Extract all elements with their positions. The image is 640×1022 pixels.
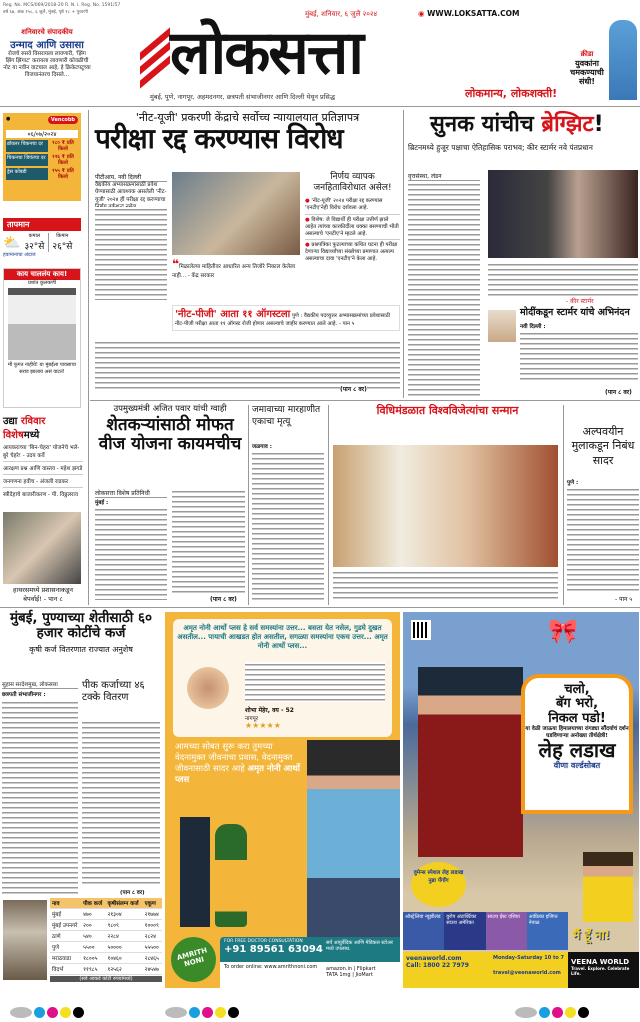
lead-intro: वैद्यकीय अभ्यासक्रमांसाठी प्रवेश घेण्यासाठी आवश्यक असलेली 'नीट-यूजी' २०२४ ही परीक्षा रद्द करण्याचा — [95, 182, 167, 203]
editorial-teaser[interactable] — [3, 28, 91, 80]
farm-dateline: छत्रपती संभाजीनगर : — [2, 692, 46, 698]
farm-header — [2, 611, 160, 655]
table-cell: ५५०० — [81, 942, 105, 953]
table-cell: ५४० — [81, 931, 105, 942]
lead-header — [95, 111, 400, 155]
office-hours: Monday-Saturday 10 to 7 — [493, 955, 565, 961]
weather-title: तापमान — [3, 218, 81, 231]
lead-headline[interactable]: परीक्षा रद्द करण्यास विरोध — [95, 122, 343, 156]
farm-headline[interactable]: मुंबई, पुण्याच्या शेतीसाठी ६० हजार कोटींचे कर्ज — [9, 610, 153, 641]
table-cell: १८००५ — [81, 953, 105, 964]
table-cell: पुणे — [50, 942, 81, 953]
special-item[interactable]: जनगणना हवीच - अंजली राडकर — [3, 475, 83, 488]
table-cell: ठाणे — [50, 931, 81, 942]
color-registration-marks — [10, 1003, 86, 1022]
table-row — [50, 920, 162, 931]
table-cell: २८४६५ — [143, 953, 162, 964]
section-divider — [0, 607, 640, 608]
felicitation-photo — [333, 445, 558, 567]
destination: लेह लडाख — [538, 738, 616, 763]
cartoon-artist: प्रशांत कुलकर्णी — [28, 280, 56, 286]
product-box — [180, 817, 210, 927]
felicitation-title: विधिमंडळात विश्वविजेत्यांचा सन्मान — [376, 404, 519, 417]
table-cell: ९८०९ — [105, 920, 142, 931]
testimonial-text — [245, 662, 385, 702]
column-divider — [403, 110, 404, 398]
newspaper-logo[interactable]: लोकसत्ता — [170, 18, 362, 88]
ajit-body-col1 — [95, 507, 167, 600]
amrith-noni-ad[interactable] — [165, 612, 400, 988]
color-registration-marks — [515, 1003, 591, 1022]
table-cell: २१७७४ — [143, 909, 162, 920]
column-divider — [248, 405, 249, 605]
farm-body-col1 — [2, 700, 78, 897]
column-divider — [88, 110, 89, 605]
brand-logo: Vencobb — [48, 116, 78, 124]
teaser-kicker: शनिवारचे संपादकीय — [21, 28, 73, 36]
special-item[interactable]: आरक्षण प्रश्न आणि वास्तव - महेश झगडे — [3, 462, 83, 475]
lead-kicker: 'नीट-यूजी' प्रकरणी केंद्राचे सर्वोच्च न्यायालयात प्रतिज्ञापत्र — [135, 111, 360, 124]
lead-byline: पीटीआय, नवी दिल्ली — [95, 173, 167, 182]
price-row: ड्रेस कोंबडी १५५ ₹ प्रति किलो — [7, 168, 74, 180]
lead-body-text — [95, 207, 167, 300]
lead-side-title: निर्णय व्यापक जनहिताविरोधात असेल! — [313, 172, 392, 193]
price-row: चिकनचा जिवंतचा दर १२६ ₹ प्रति किलो — [7, 154, 74, 166]
gift-tag: चलो, बॅग भरो, निकल पडो! या वेळी जाऊया हिमालयाच्या रांगड्या सौंदर्याचं दर्शन घडविणाऱ्या अनोख्या तीर्थक्षेत्री! लेह लडाख वीणा वर्ल्डसोबत — [521, 674, 633, 814]
cartoon-title: काय चाललंय काय! — [4, 269, 80, 280]
uk-subhead: ब्रिटनमध्ये हुजूर पक्षाचा ऐतिहासिक पराभव; कीर स्टार्मर नवे पंतप्रधान — [408, 143, 593, 152]
farm-body-col2 — [82, 720, 160, 885]
modi-dateline: नवी दिल्ली : — [520, 324, 546, 330]
tour-tile[interactable]: युरोप अंटार्क्टिका साउथ अमेरिका — [444, 912, 485, 950]
teaser-title: युवकांना चमकण्याची संधी! — [570, 59, 604, 87]
starmer-photo — [488, 170, 638, 258]
ad-headline: अमृत नोनी आर्थो प्लस हे सर्व समस्यांना उत्तर... बसता येत नसेल, गुडघे दुखत असतील... पायाची आखडत होत असतील, सगळ्या समस्यांना एकच उत्तर... अमृत नोनी आर्थो प्लस... — [177, 624, 388, 651]
hathras-photo — [3, 512, 81, 584]
special-item[interactable]: आयकराच्या 'बिन-चेहरा' योजनेचे भले-बुरे चेहरे! - उदय कर्वे — [3, 441, 83, 462]
mascot-photo — [583, 852, 633, 922]
mascot-slogan: मैं हूँ ना! — [573, 928, 611, 942]
qr-code[interactable] — [411, 620, 431, 640]
table-row — [50, 909, 162, 920]
column-divider — [328, 405, 329, 605]
quote-icon: ❝ — [172, 257, 180, 271]
issue-info: वर्ष ६७, अंक १५८, ६ जुलै, मुंबई, पृष्ठे १८ + पुरवणी — [3, 10, 88, 15]
table-cell: ४७० — [81, 909, 105, 920]
starmer-quote — [488, 262, 638, 296]
ad-pitch: आमच्या सोबत सुरू करा तुमच्या वेदनामुक्त जीवनाचा प्रवास, वेदनामुक्त जीवनासाठी सादर आहे अमृत नोनी आर्थो प्लस — [175, 742, 300, 786]
lead-side-points: ● 'नीट-यूजी' २०२४ परीक्षा रद्द करण्यास 'एनटीए'नेही विरोध दर्शवला आहे. ● विशेष: जे विद्यार्थी ही परीक्षा उत्तीर्ण झाले आहेत त्यांच्या कारकीर्दीला धक्का बसण्याची भीती असल्याचे 'एनटीए'ने म्हटले आहे. ● प्रश्नपत्रिका फुटल्याच्या कथित घटना ही परीक्षा देणाऱ्या विद्यार्थ्यांच्या संख्येच्या प्रमाणात अत्यल्प असल्याचा दावा 'एनटीए'ने केला आहे. — [305, 198, 399, 263]
consult-bar[interactable]: FOR FREE DOCTOR CONSULTATION +91 89561 63094 सर्व आयुर्वेदिक आणि मेडिकल स्टोअर मध्ये उपलब्ध. — [220, 937, 400, 962]
sports-teaser[interactable] — [565, 20, 637, 100]
loan-table: नाव पीक कर्ज कृषीसंलग्न कर्ज एकूण मुंबई ४७० २१३०४ २१७७४ मुंबई उपनगरे २०० ९८०९ १०००९ ठाणे ५४० २२८४ २८२४ पुणे ५५०० ५०००० ५५५०० मराठवाडा १८००५ १०४६० २८४६५ विदर्भ ११९८५ १२५६२ २४५४७ — [50, 898, 162, 975]
cloud-sun-icon: ⛅ — [3, 234, 21, 251]
table-cell: मराठवाडा — [50, 953, 81, 964]
tour-tile[interactable]: साउथ ईस्ट एशिया — [486, 912, 527, 950]
brand-logo: AMRITH NONI — [166, 932, 221, 987]
farm-byline: सुहास सरदेशमुख, लोकसत्ता — [2, 680, 78, 689]
tagline: लोकमान्य, लोकशक्ती! — [465, 87, 558, 100]
table-cell: ११९८५ — [81, 964, 105, 975]
max-temp: ३२°से — [24, 242, 45, 252]
bullock-photo — [3, 900, 47, 980]
mob-dateline: जळगाव : — [252, 444, 272, 450]
email-link[interactable]: travel@veenaworld.com — [493, 970, 561, 976]
ajit-kicker: उपमुख्यमंत्री अजित पवार यांची ग्वाही — [113, 404, 227, 414]
table-row — [50, 942, 162, 953]
order-link[interactable]: To order online: www.amrithnoni.com — [224, 964, 318, 970]
loan-table-block — [50, 898, 162, 982]
cartoon-caption: मी फुगत नाहीये! या मुंबईला पावसाचा सराव झालाय असं वाटतं! — [8, 362, 76, 375]
cartoon-drawing — [8, 288, 76, 360]
neet-pg-box[interactable]: 'नीट-पीजी' आता ११ ऑगस्टला पुणे : वैद्यकीय पदव्युत्तर अभ्यासक्रमांच्या प्रवेशासाठी नीट-पीजी परीक्षा आता ११ ऑगस्ट रोजी होणार असल्याचे जाहीर करण्यात आले आहे. - पान ५ — [172, 305, 400, 331]
modi-body-text — [520, 331, 638, 383]
table-cell: विदर्भ — [50, 964, 81, 975]
masthead-divider — [0, 106, 640, 107]
ajit-body-col2 — [172, 489, 245, 593]
weather-box: तापमान ⛅ कमाल ३२°से किमान २६°से हवामानाचा अंदाज — [3, 218, 81, 258]
minor-body-text — [567, 487, 639, 592]
table-cell: २१३०४ — [105, 909, 142, 920]
table-row — [50, 964, 162, 975]
color-registration-marks — [165, 1003, 241, 1022]
ajit-dateline: मुंबई : — [95, 500, 109, 506]
table-cell: १०००९ — [143, 920, 162, 931]
lead-jump[interactable]: (पान ८ वर) — [340, 386, 367, 393]
chicken-price-box — [3, 113, 81, 201]
price-row: ब्रॉयलर चिकनचा दर १८० ₹ प्रति किलो — [7, 140, 74, 152]
farm-box-title: पीक कर्जाच्या ४६ टक्के वितरण — [82, 680, 145, 703]
dateline: मुंबई, शनिवार, ६ जुलै २०२४ — [305, 10, 378, 18]
table-cell: १०४६० — [105, 953, 142, 964]
veena-world-ad[interactable] — [403, 612, 639, 988]
tour-tile[interactable]: आफ्रिका इजिप्त नेपाळ — [527, 912, 568, 950]
felicitation-caption — [333, 570, 558, 602]
table-cell: ५५५०० — [143, 942, 162, 953]
mob-body-text — [252, 451, 324, 603]
phone-number[interactable]: Call: 1800 22 7979 — [406, 962, 469, 969]
registration-number: Reg. No. MCS/069/2018-20 R. N. I. Reg. No. 1591/57 — [3, 3, 121, 8]
table-cell: २४५४७ — [143, 964, 162, 975]
table-cell: ५०००० — [105, 942, 142, 953]
min-temp: २६°से — [52, 242, 73, 252]
tour-tile[interactable]: ऑस्ट्रेलिया न्यूझीलंड — [403, 912, 444, 950]
uk-body-text — [408, 182, 480, 398]
neet-protest-photo — [172, 172, 300, 255]
price-date: ०६/०७/२०२४ — [6, 130, 78, 138]
uk-byline: वृत्तसंस्था, लंडन — [408, 172, 480, 181]
product-bottle — [215, 824, 247, 927]
testimonial-photo — [187, 667, 229, 709]
star-rating-icon: ★★★★★ — [245, 721, 281, 730]
table-row — [50, 931, 162, 942]
brand-logo: VEENA WORLD — [571, 958, 630, 966]
ambassador-photo — [307, 740, 400, 937]
phone-number: +91 89561 63094 — [224, 944, 323, 955]
table-row — [50, 953, 162, 964]
ladakhi-woman-photo — [418, 667, 523, 857]
teaser-kicker: क्रीडा — [580, 50, 594, 58]
logo-stripes-icon — [140, 30, 168, 85]
table-cell: मुंबई उपनगरे — [50, 920, 81, 931]
uk-jump[interactable]: (पान ८ वर) — [605, 389, 632, 396]
order-bar[interactable]: To order online: www.amrithnoni.com amazon.in | Flipkart TATA 1mg | JioMart — [220, 962, 400, 988]
table-cell: मुंबई — [50, 909, 81, 920]
column-divider — [563, 405, 564, 605]
table-cell: १२५६२ — [105, 964, 142, 975]
uk-headline[interactable]: सुनक यांचीच ब्रेग्झिट! — [430, 112, 604, 137]
minor-jump[interactable]: - पान ५ — [615, 596, 633, 603]
table-cell: २०० — [81, 920, 105, 931]
mob-headline[interactable]: जमावाच्या मारहाणीत एकाचा मृत्यू — [252, 405, 321, 427]
cricketer-photo — [609, 20, 637, 100]
ajit-byline: लोकसत्ता विशेष प्रतिनिधी — [95, 489, 167, 498]
website-link[interactable]: veenaworld.com — [406, 955, 462, 962]
ajit-headline[interactable]: शेतकऱ्यांसाठी मोफत वीज योजना कायमचीच — [98, 415, 242, 454]
forecast-label: हवामानाचा अंदाज — [3, 252, 36, 258]
quote-attribution: - कीर स्टार्मर — [566, 298, 594, 305]
teaser-title: उन्माद आणि उसासा — [10, 40, 84, 51]
testimonial-name: शोभा मेहेर, वय - 52 — [245, 707, 294, 714]
ajit-jump[interactable]: (पान ८ वर) — [210, 596, 237, 603]
tour-tiles[interactable] — [403, 912, 568, 950]
farm-jump[interactable]: (पान ८ वर) — [120, 890, 145, 896]
minor-headline[interactable]: अल्पवयीन मुलाकडून निबंध सादर — [571, 425, 635, 467]
teaser-text: रोजचे रुसवे विसरायला लावणारी, 'झिंग झिंग झिंगाट' करायला लावणारी कोवळीची नोट या नवीन वाटचाल आहे, हे क्रिकेटपटूच्या विजयानंतरच दिसले... — [3, 51, 91, 79]
table-cell: २८२४ — [143, 931, 162, 942]
modi-photo — [488, 310, 516, 342]
globe-icon: ◉ — [418, 9, 428, 18]
testimonial-place: नागपूर — [245, 716, 258, 722]
editions: मुंबई, पुणे, नागपूर, अहमदनगर, छत्रपती संभाजीनगर आणि दिल्ली येथून प्रसिद्ध — [150, 93, 336, 101]
egg-logo-icon: ● — [6, 116, 11, 122]
table-note: (सर्व आकडे कोटी रुपयांमध्ये) — [50, 976, 162, 982]
website-link[interactable] — [418, 9, 520, 18]
sunday-special[interactable]: उद्या रविवार विशेषमध्ये आयकराच्या 'बिन-चेहरा' योजनेचे भले-बुरे चेहरे! - उदय कर्वे आरक्षण प्रश्न आणि वास्तव - महेश झगडे जनगणना हवीच - अंजली राडकर स्त्रीदेहाचे बाजारीकरण - पी. विठ्ठलराव — [3, 416, 83, 498]
womens-special-badge: वुमेन्स स्पेशल लेह लडाख नुब्रा पँगाँग — [411, 862, 466, 907]
cartoon-box[interactable] — [3, 268, 81, 408]
special-item[interactable]: स्त्रीदेहाचे बाजारीकरण - पी. विठ्ठलराव — [3, 492, 78, 498]
hathras-caption[interactable]: हाथरसमध्ये प्रशासनाकडून बेपर्वाई! - पान ८ — [12, 586, 74, 603]
ajit-header — [95, 404, 245, 454]
table-cell: २२८४ — [105, 931, 142, 942]
modi-headline[interactable]: मोदींकडून स्टार्मर यांचे अभिनंदन — [520, 307, 630, 318]
contact-bar[interactable]: veenaworld.com Call: 1800 22 7979 Monday-Saturday 10 to 7 travel@veenaworld.com VEENA WORLD Travel. Explore. Celebrate Life. — [403, 952, 639, 988]
ribbon-bow-icon: 🎀 — [548, 617, 578, 645]
lead-quote: ❝मिळालेल्या माहितीवर आधारित अन्य तिजोरे निकाल केलेला नाही... - केंद्र सरकार — [172, 257, 296, 279]
website-text: WWW.LOKSATTA.COM — [427, 9, 520, 18]
farm-subhead: कृषी कर्ज वितरणात राज्यात अनुशेष — [29, 644, 133, 654]
minor-dateline: पुणे : — [567, 480, 579, 486]
section-divider — [90, 400, 640, 401]
